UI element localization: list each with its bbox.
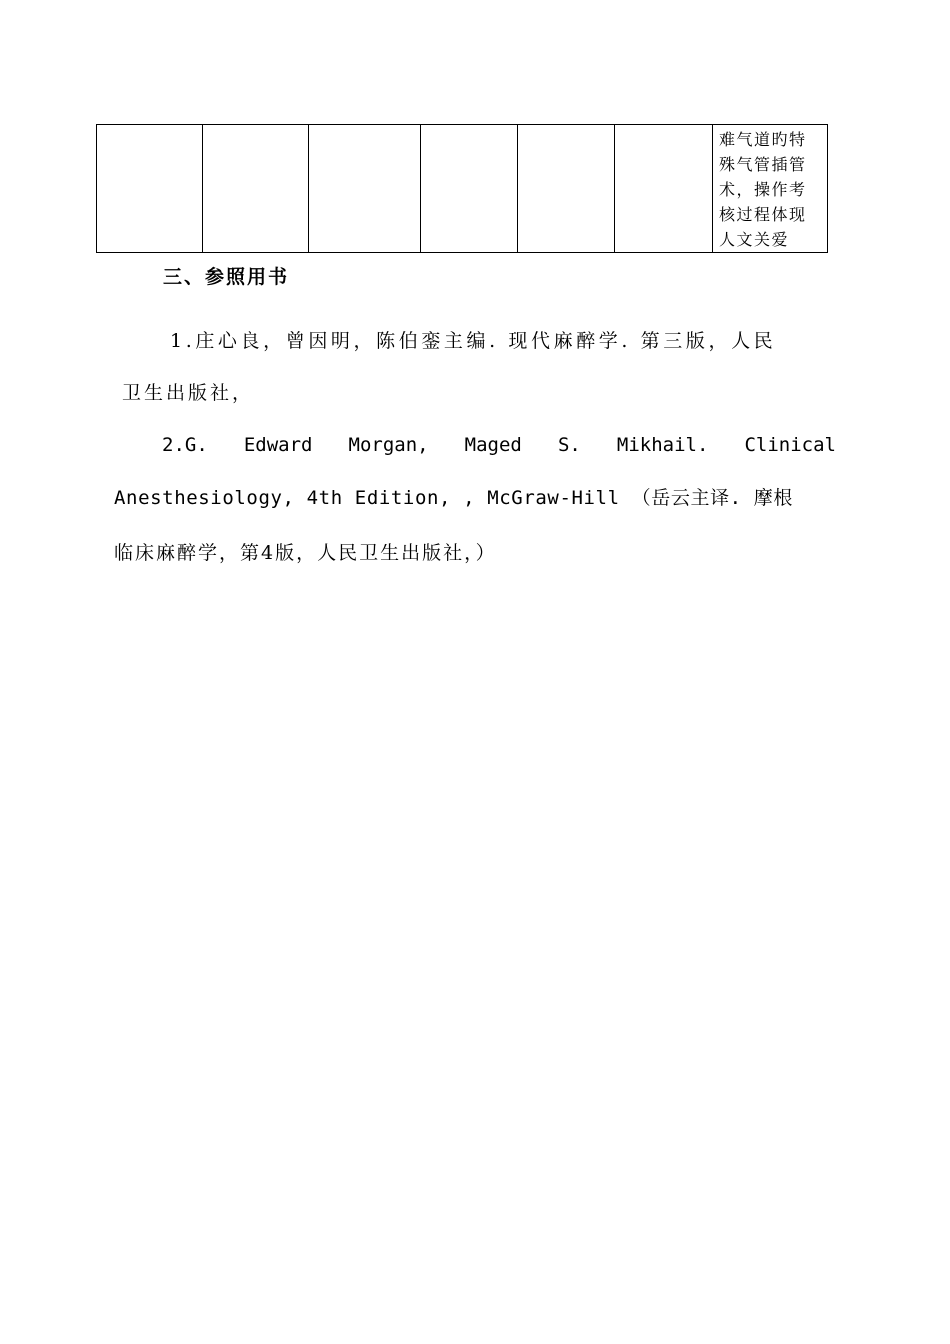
reference-word: 2.G. <box>162 434 208 456</box>
reference-2-line-2: Anesthesiology, 4th Edition, , McGraw-Hill （岳云主译. 摩根 <box>114 487 793 509</box>
table-cell <box>713 125 828 253</box>
table-cell <box>421 125 518 253</box>
reference-1-line-2: 卫生出版社， <box>122 382 255 404</box>
reference-word: Edward <box>243 434 313 456</box>
assessment-table <box>96 124 828 253</box>
table-cell <box>518 125 615 253</box>
table-cell <box>309 125 421 253</box>
reference-2-line-1 <box>162 432 836 458</box>
table-cell <box>615 125 713 253</box>
table-cell-text: 难气道旳特殊气管插管术，操作考核过程体现人文关爱 <box>719 130 807 249</box>
reference-1-line-1: 1.庄心良，曾因明，陈伯銮主编. 现代麻醉学. 第三版，人民 <box>170 330 777 352</box>
table-cell <box>203 125 309 253</box>
reference-word: Clinical <box>744 434 836 456</box>
table-row <box>97 125 828 253</box>
reference-word: S. <box>557 434 581 456</box>
reference-word: Maged <box>464 434 522 456</box>
reference-word: Morgan, <box>348 434 429 456</box>
reference-word: Mikhail. <box>616 434 709 456</box>
section-heading: 三、参照用书 <box>163 266 290 288</box>
reference-2-line-3: 临床麻醉学，第4版，人民卫生出版社，） <box>114 542 497 564</box>
table-cell <box>97 125 203 253</box>
